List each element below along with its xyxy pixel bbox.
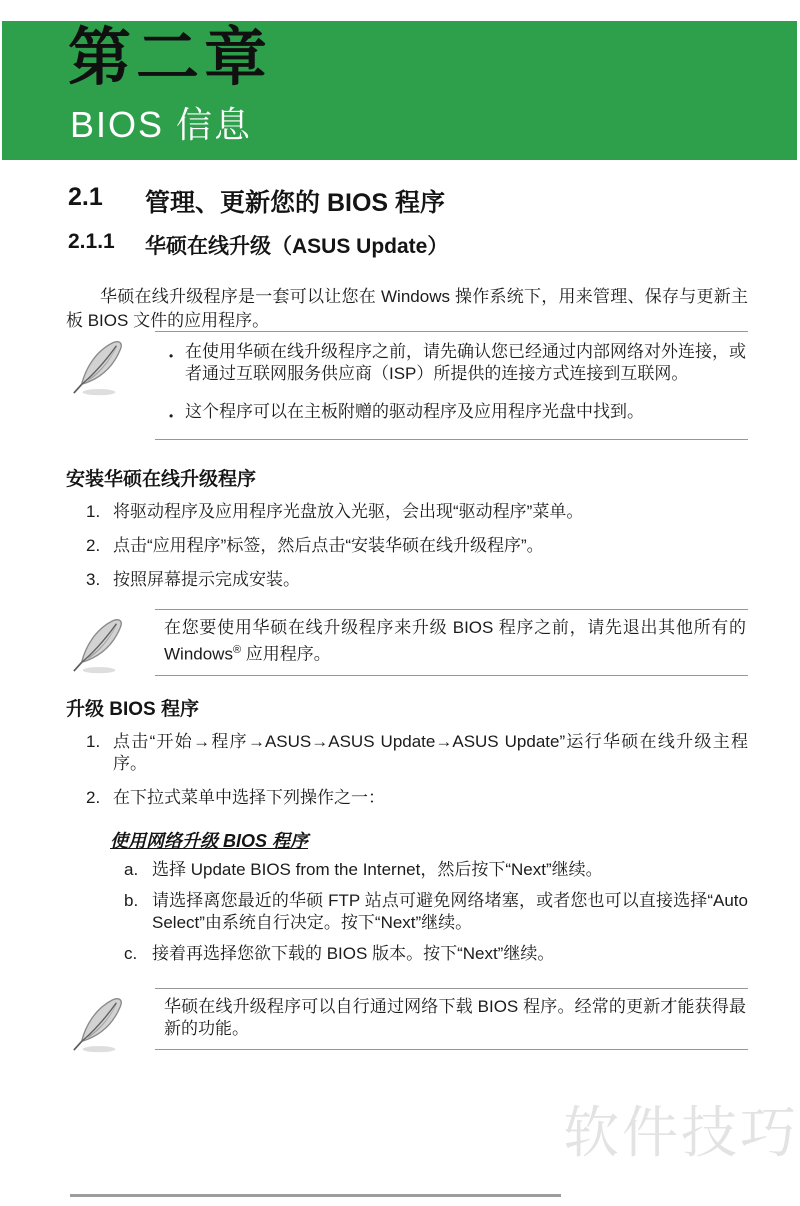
quill-pen-icon: [70, 992, 128, 1056]
subsection-title: 华硕在线升级（ASUS Update）: [145, 235, 449, 258]
list-text: 点击“应用程序”标签，然后点击“安装华硕在线升级程序”。: [113, 536, 544, 555]
list-letter: c.: [124, 944, 138, 963]
note-text: 应用程序。: [241, 644, 331, 664]
note-text: 在使用华硕在线升级程序之前，请先确认您已经通过内部网络对外连接，或者通过互联网服务供应商（ISP）所提供的连接方式连接到互联网。: [185, 342, 746, 383]
registered-trademark: ®: [232, 644, 242, 656]
section-title: 管理、更新您的 BIOS 程序: [145, 189, 446, 217]
footer-divider: [70, 1194, 561, 1197]
quill-pen-icon: [70, 613, 128, 677]
list-text: 将驱动程序及应用程序光盘放入光驱，会出现“驱动程序”菜单。: [113, 502, 584, 521]
list-text: 按照屏幕提示完成安装。: [113, 570, 300, 589]
section-number: 2.1: [68, 183, 103, 211]
section-heading-2-1: [68, 183, 445, 219]
list-item: [86, 731, 748, 775]
bullet-dot: •: [169, 409, 174, 423]
network-upgrade-substeps: [124, 859, 748, 965]
note-box-2: [66, 609, 748, 676]
list-number: 2.: [86, 536, 101, 555]
list-text: 在下拉式菜单中选择下列操作之一：: [113, 788, 385, 807]
list-item: [86, 569, 748, 591]
upgrade-heading: 升级 BIOS 程序: [66, 699, 200, 720]
network-upgrade-subheading: 使用网络升级 BIOS 程序: [110, 831, 309, 851]
list-number: 1.: [86, 502, 101, 521]
list-number: 3.: [86, 570, 101, 589]
note-bullet-item: [169, 341, 746, 385]
upgrade-steps: [86, 731, 748, 809]
note-box-3: [66, 988, 748, 1050]
chapter-number: 第二章: [68, 23, 272, 93]
list-text: 接着再选择您欲下载的 BIOS 版本。按下“Next”继续。: [152, 944, 555, 963]
note-body: [155, 988, 748, 1050]
list-item: [124, 859, 748, 881]
list-letter: b.: [124, 891, 139, 910]
list-text: 选择 Update BIOS from the Internet，然后按下“Next”继续。: [152, 860, 603, 879]
note-text: 在您要使用华硕在线升级程序来升级 BIOS 程序之前，请先退出其他所有的 Windows: [164, 618, 746, 664]
note-text: 这个程序可以在主板附赠的驱动程序及应用程序光盘中找到。: [185, 402, 644, 421]
subsection-number: 2.1.1: [68, 230, 115, 253]
chapter-title: BIOS 信息: [70, 104, 253, 145]
list-item: [124, 943, 748, 965]
note-bullet-item: [169, 401, 746, 427]
note-body: [155, 609, 748, 676]
section-heading-2-1-1: [68, 230, 448, 260]
list-item: [86, 787, 748, 809]
list-item: [124, 890, 748, 934]
list-letter: a.: [124, 860, 139, 879]
list-text: 点击“开始→程序→ASUS→ASUS Update→ASUS Update”运行华硕在线升级主程序。: [113, 732, 748, 773]
install-heading: 安装华硕在线升级程序: [66, 469, 257, 490]
intro-paragraph: 华硕在线升级程序是一套可以让您在 Windows 操作系统下，用来管理、保存与更新主板 BIOS 文件的应用程序。: [66, 287, 748, 330]
list-text: 请选择离您最近的华硕 FTP 站点可避免网络堵塞，或者您也可以直接选择“Auto Select”由系统自行决定。按下“Next”继续。: [152, 891, 748, 932]
list-item: [86, 501, 748, 523]
list-item: [86, 535, 748, 557]
list-number: 1.: [86, 732, 101, 751]
note-body: [155, 331, 748, 440]
bullet-dot: •: [169, 349, 174, 363]
note-box-1: [66, 331, 748, 440]
watermark-text: 软件技巧: [563, 1101, 799, 1164]
install-steps: [86, 501, 748, 591]
list-number: 2.: [86, 788, 101, 807]
note-text: 华硕在线升级程序可以自行通过网络下载 BIOS 程序。经常的更新才能获得最新的功能。: [164, 997, 746, 1038]
chapter-banner: [2, 21, 797, 160]
quill-pen-icon: [70, 335, 128, 399]
